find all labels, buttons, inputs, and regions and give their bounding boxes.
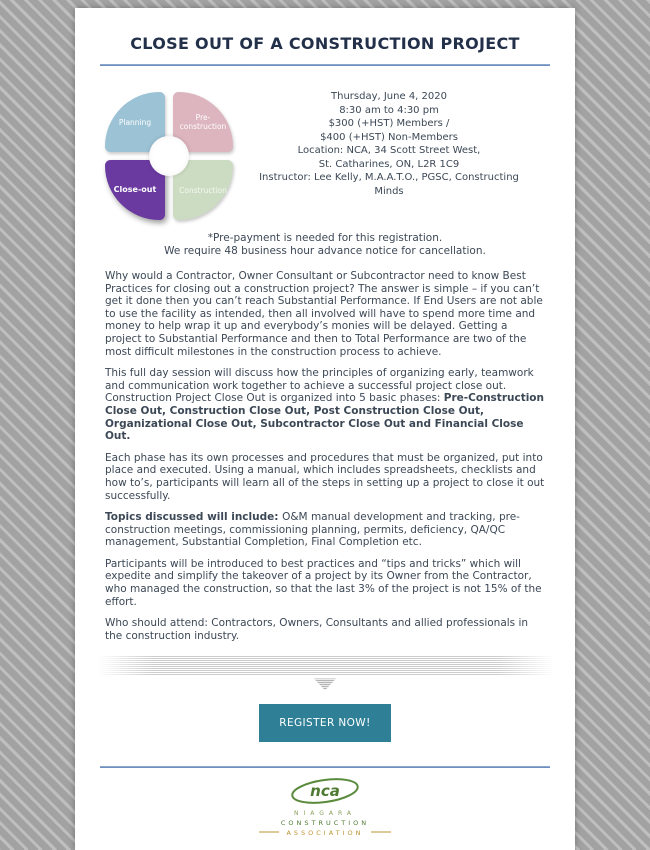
prepayment-note-line1: *Pre-payment is needed for this registration. — [207, 232, 443, 244]
prepayment-note — [75, 232, 575, 258]
prepayment-note-line2: We require 48 business hour advance notice for cancellation. — [164, 245, 486, 257]
topics-label: Topics discussed will include: — [105, 511, 283, 524]
paragraph-topics — [105, 511, 545, 549]
content-card — [75, 8, 575, 850]
logo-niagara-text: NIAGARA — [293, 810, 357, 818]
pie-segment-preconstruction-label: Pre-construction — [179, 113, 227, 131]
event-location-line1: Location: NCA, 34 Scott Street West, — [297, 145, 481, 156]
footer-rule — [100, 766, 550, 768]
event-location-line2: St. Catharines, ON, L2R 1C9 — [318, 158, 460, 170]
paragraph-why-close-out: Why would a Contractor, Owner Consultant or Subcontractor need to know Best Practices for closing out a construction project? The answer is simple – if you can’t get it done then you can’t reach Substantial Performance. If End Users are not able to use the facility as intended, then all involved will have to spend more time and money to help wrap it up and everybody’s monies will be delayed. Getting a project to Substantial Performance and then to Total Performance are two of the most difficult milestones in the construction process to achieve. — [105, 270, 543, 358]
pie-center-circle — [149, 136, 189, 176]
event-time: 8:30 am to 4:30 pm — [339, 104, 439, 116]
five-phases-intro: Construction Project Close Out is organized into 5 basic phases: — [105, 392, 444, 405]
paragraph-phase-processes: Each phase has its own processes and procedures that must be organized, put into place and executed. Using a manual, which includes spreadsheets, checklists and how to’s, participants will learn all of the steps in setting up a project to close it out successfully. — [105, 451, 545, 502]
down-arrow-icon — [314, 678, 336, 690]
pie-segment-planning-label: Planning — [118, 117, 152, 127]
logo-construction-text: CONSTRUCTION — [280, 819, 370, 828]
project-phases-pie-chart — [105, 92, 233, 220]
event-date: Thursday, June 4, 2020 — [331, 91, 447, 102]
nca-logo-image — [245, 778, 405, 840]
session-overview-text: This full day session will discuss how the principles of organizing early, teamwork and communication work together to achieve a successful project close out. — [105, 367, 534, 392]
logo-association-text: ASSOCIATION — [286, 829, 364, 838]
paragraph-who-should-attend: Who should attend: Contractors, Owners, Consultants and allied professionals in the construction industry. — [105, 617, 529, 642]
title-rule — [100, 64, 550, 66]
page-title: CLOSE OUT OF A CONSTRUCTION PROJECT — [130, 34, 520, 53]
pie-segment-construction-label: Construction — [179, 185, 227, 195]
event-instructor-line1: Instructor: Lee Kelly, M.A.A.T.O., PGSC, Constructing — [259, 172, 519, 183]
divider-lines — [98, 655, 553, 675]
paragraph-best-practices: Participants will be introduced to best practices and “tips and tricks” which will expedite and simplify the takeover of a project by its Owner from the Contractor, who managed the construction, so that the last 3% of the project is not 15% of the effort. — [105, 557, 542, 608]
decorative-divider — [75, 655, 575, 690]
event-details — [233, 88, 545, 198]
event-instructor-line2: Minds — [374, 185, 404, 197]
pie-segment-closeout-label: Close-out — [113, 185, 157, 195]
event-price-nonmembers: $400 (+HST) Non-Members — [320, 131, 458, 143]
body-copy — [75, 270, 575, 642]
event-price-members: $300 (+HST) Members / — [328, 118, 450, 129]
logo-script-text: nca — [310, 782, 340, 801]
nca-logo — [75, 778, 575, 844]
register-now-button[interactable]: REGISTER NOW! — [259, 704, 390, 742]
event-info-section — [105, 88, 545, 220]
topics-list: O&M manual development and tracking, pre-construction meetings, commissioning planning, permits, deficiency, QA/QC management, Substantial Completion, Final Completion etc. — [105, 511, 520, 549]
paragraph-session-overview — [105, 367, 545, 443]
five-phases-list: Pre-Construction Close Out, Construction Close Out, Post Construction Close Out, Organizational Close Out, Subcontractor Close Out and Financial Close Out. — [105, 392, 544, 443]
